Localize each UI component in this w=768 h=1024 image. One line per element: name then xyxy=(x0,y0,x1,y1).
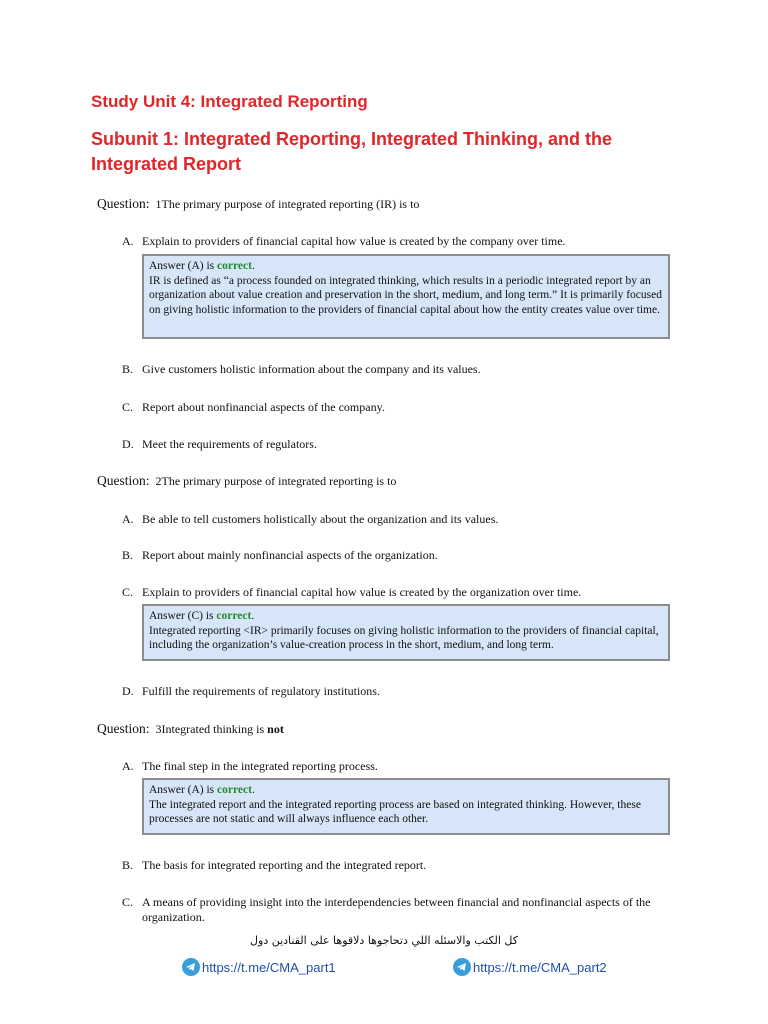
answer-correct: correct xyxy=(217,260,252,272)
answer-explanation: Integrated reporting <IR> primarily focuses on giving holistic information to the providers of financial capital, including the organization’s value-creation process in the short, medium, and long term. xyxy=(149,624,659,652)
question-number: 2 xyxy=(155,474,162,488)
answer-box: Answer (A) is correct. The integrated report and the integrated reporting process are based on integrated thinking. However, these processes are not static and will always influence each other. xyxy=(142,778,670,835)
option-a[interactable] xyxy=(122,234,682,249)
option-letter: C. xyxy=(122,585,134,599)
option-letter: B. xyxy=(122,858,134,872)
option-a[interactable] xyxy=(122,512,682,527)
option-text: Meet the requirements of regulators. xyxy=(142,437,317,451)
option-letter: A. xyxy=(122,512,134,526)
answer-explanation: IR is defined as “a process founded on integrated thinking, which results in a periodic integrated report by an organization about value creation and preservation in the short, medium, and long term.” It is primarily focused on giving holistic information to the providers of financial capital about how the entity creates value over time. xyxy=(149,274,662,317)
option-c[interactable] xyxy=(122,400,682,415)
answer-box: Answer (A) is correct. IR is defined as “a process founded on integrated thinking, which results in a periodic integrated report by an organization about value creation and preservation in the short, medium, and long term.” It is primarily focused on giving holistic information to the providers of financial capital about how the entity creates value over time. xyxy=(142,254,670,339)
question-label: Question: xyxy=(97,196,150,211)
option-text: The basis for integrated reporting and the integrated report. xyxy=(142,858,427,872)
option-letter: B. xyxy=(122,548,134,562)
answer-explanation: The integrated report and the integrated reporting process are based on integrated thinking. However, these processes are not static and will always influence each other. xyxy=(149,798,641,826)
option-letter: A. xyxy=(122,234,134,248)
option-d[interactable] xyxy=(122,684,682,699)
option-letter: C. xyxy=(122,895,134,909)
option-text: Give customers holistic information about the company and its values. xyxy=(142,362,481,376)
question-text: The primary purpose of integrated reporting is to xyxy=(161,474,397,488)
option-text: Fulfill the requirements of regulatory institutions. xyxy=(142,684,380,698)
option-c[interactable] xyxy=(122,895,682,924)
option-letter: B. xyxy=(122,362,134,376)
telegram-link-2[interactable] xyxy=(453,958,607,976)
study-unit-title: Study Unit 4: Integrated Reporting xyxy=(91,92,368,111)
answer-correct: correct xyxy=(216,610,252,622)
subunit-title: Subunit 1: Integrated Reporting, Integrated Thinking, and the Integrated Report xyxy=(91,129,612,174)
option-b[interactable] xyxy=(122,362,682,377)
answer-correct: correct xyxy=(217,784,252,796)
question-number: 1 xyxy=(155,197,162,211)
option-text: The final step in the integrated reporting process. xyxy=(142,759,378,773)
option-text: Explain to providers of financial capital how value is created by the company over time. xyxy=(142,234,566,248)
answer-prefix: Answer (C) is xyxy=(149,610,217,622)
telegram-icon xyxy=(182,958,200,976)
option-text: Report about mainly nonfinancial aspects of the organization. xyxy=(142,548,438,562)
question-1 xyxy=(97,196,419,212)
option-text: Report about nonfinancial aspects of the company. xyxy=(142,400,385,414)
telegram-link-text[interactable]: https://t.me/CMA_part1 xyxy=(202,959,336,975)
answer-prefix: Answer (A) is xyxy=(149,784,218,796)
question-text-bold: not xyxy=(267,722,284,736)
option-text: Explain to providers of financial capital how value is created by the organization over time. xyxy=(142,585,582,599)
option-text: A means of providing insight into the interdependencies between financial and nonfinancial aspects of the organization. xyxy=(142,895,651,924)
telegram-icon xyxy=(453,958,471,976)
question-label: Question: xyxy=(97,473,150,488)
option-a[interactable] xyxy=(122,759,682,774)
telegram-link-1[interactable] xyxy=(182,958,336,976)
option-d[interactable] xyxy=(122,437,682,452)
option-b[interactable] xyxy=(122,548,682,563)
question-number: 3 xyxy=(155,722,162,736)
question-text: The primary purpose of integrated reporting (IR) is to xyxy=(161,197,420,211)
option-letter: D. xyxy=(122,684,134,698)
option-c[interactable] xyxy=(122,585,682,600)
option-letter: A. xyxy=(122,759,134,773)
option-text: Be able to tell customers holistically about the organization and its values. xyxy=(142,512,499,526)
question-3 xyxy=(97,721,284,737)
question-text: Integrated thinking is xyxy=(161,722,268,736)
option-letter: C. xyxy=(122,400,134,414)
question-label: Question: xyxy=(97,721,150,736)
answer-box: Answer (C) is correct. Integrated reporting <IR> primarily focuses on giving holistic information to the providers of financial capital, including the organization’s value-creation process in the short, medium, and long term. xyxy=(142,604,670,661)
option-letter: D. xyxy=(122,437,134,451)
option-b[interactable] xyxy=(122,858,682,873)
answer-prefix: Answer (A) is xyxy=(149,260,218,272)
question-2 xyxy=(97,473,396,489)
telegram-link-text[interactable]: https://t.me/CMA_part2 xyxy=(473,959,607,975)
footer-arabic-note: كل الكتب والاسئله اللي دتحاجوها دلاقوها على القنادين دول xyxy=(250,934,518,947)
